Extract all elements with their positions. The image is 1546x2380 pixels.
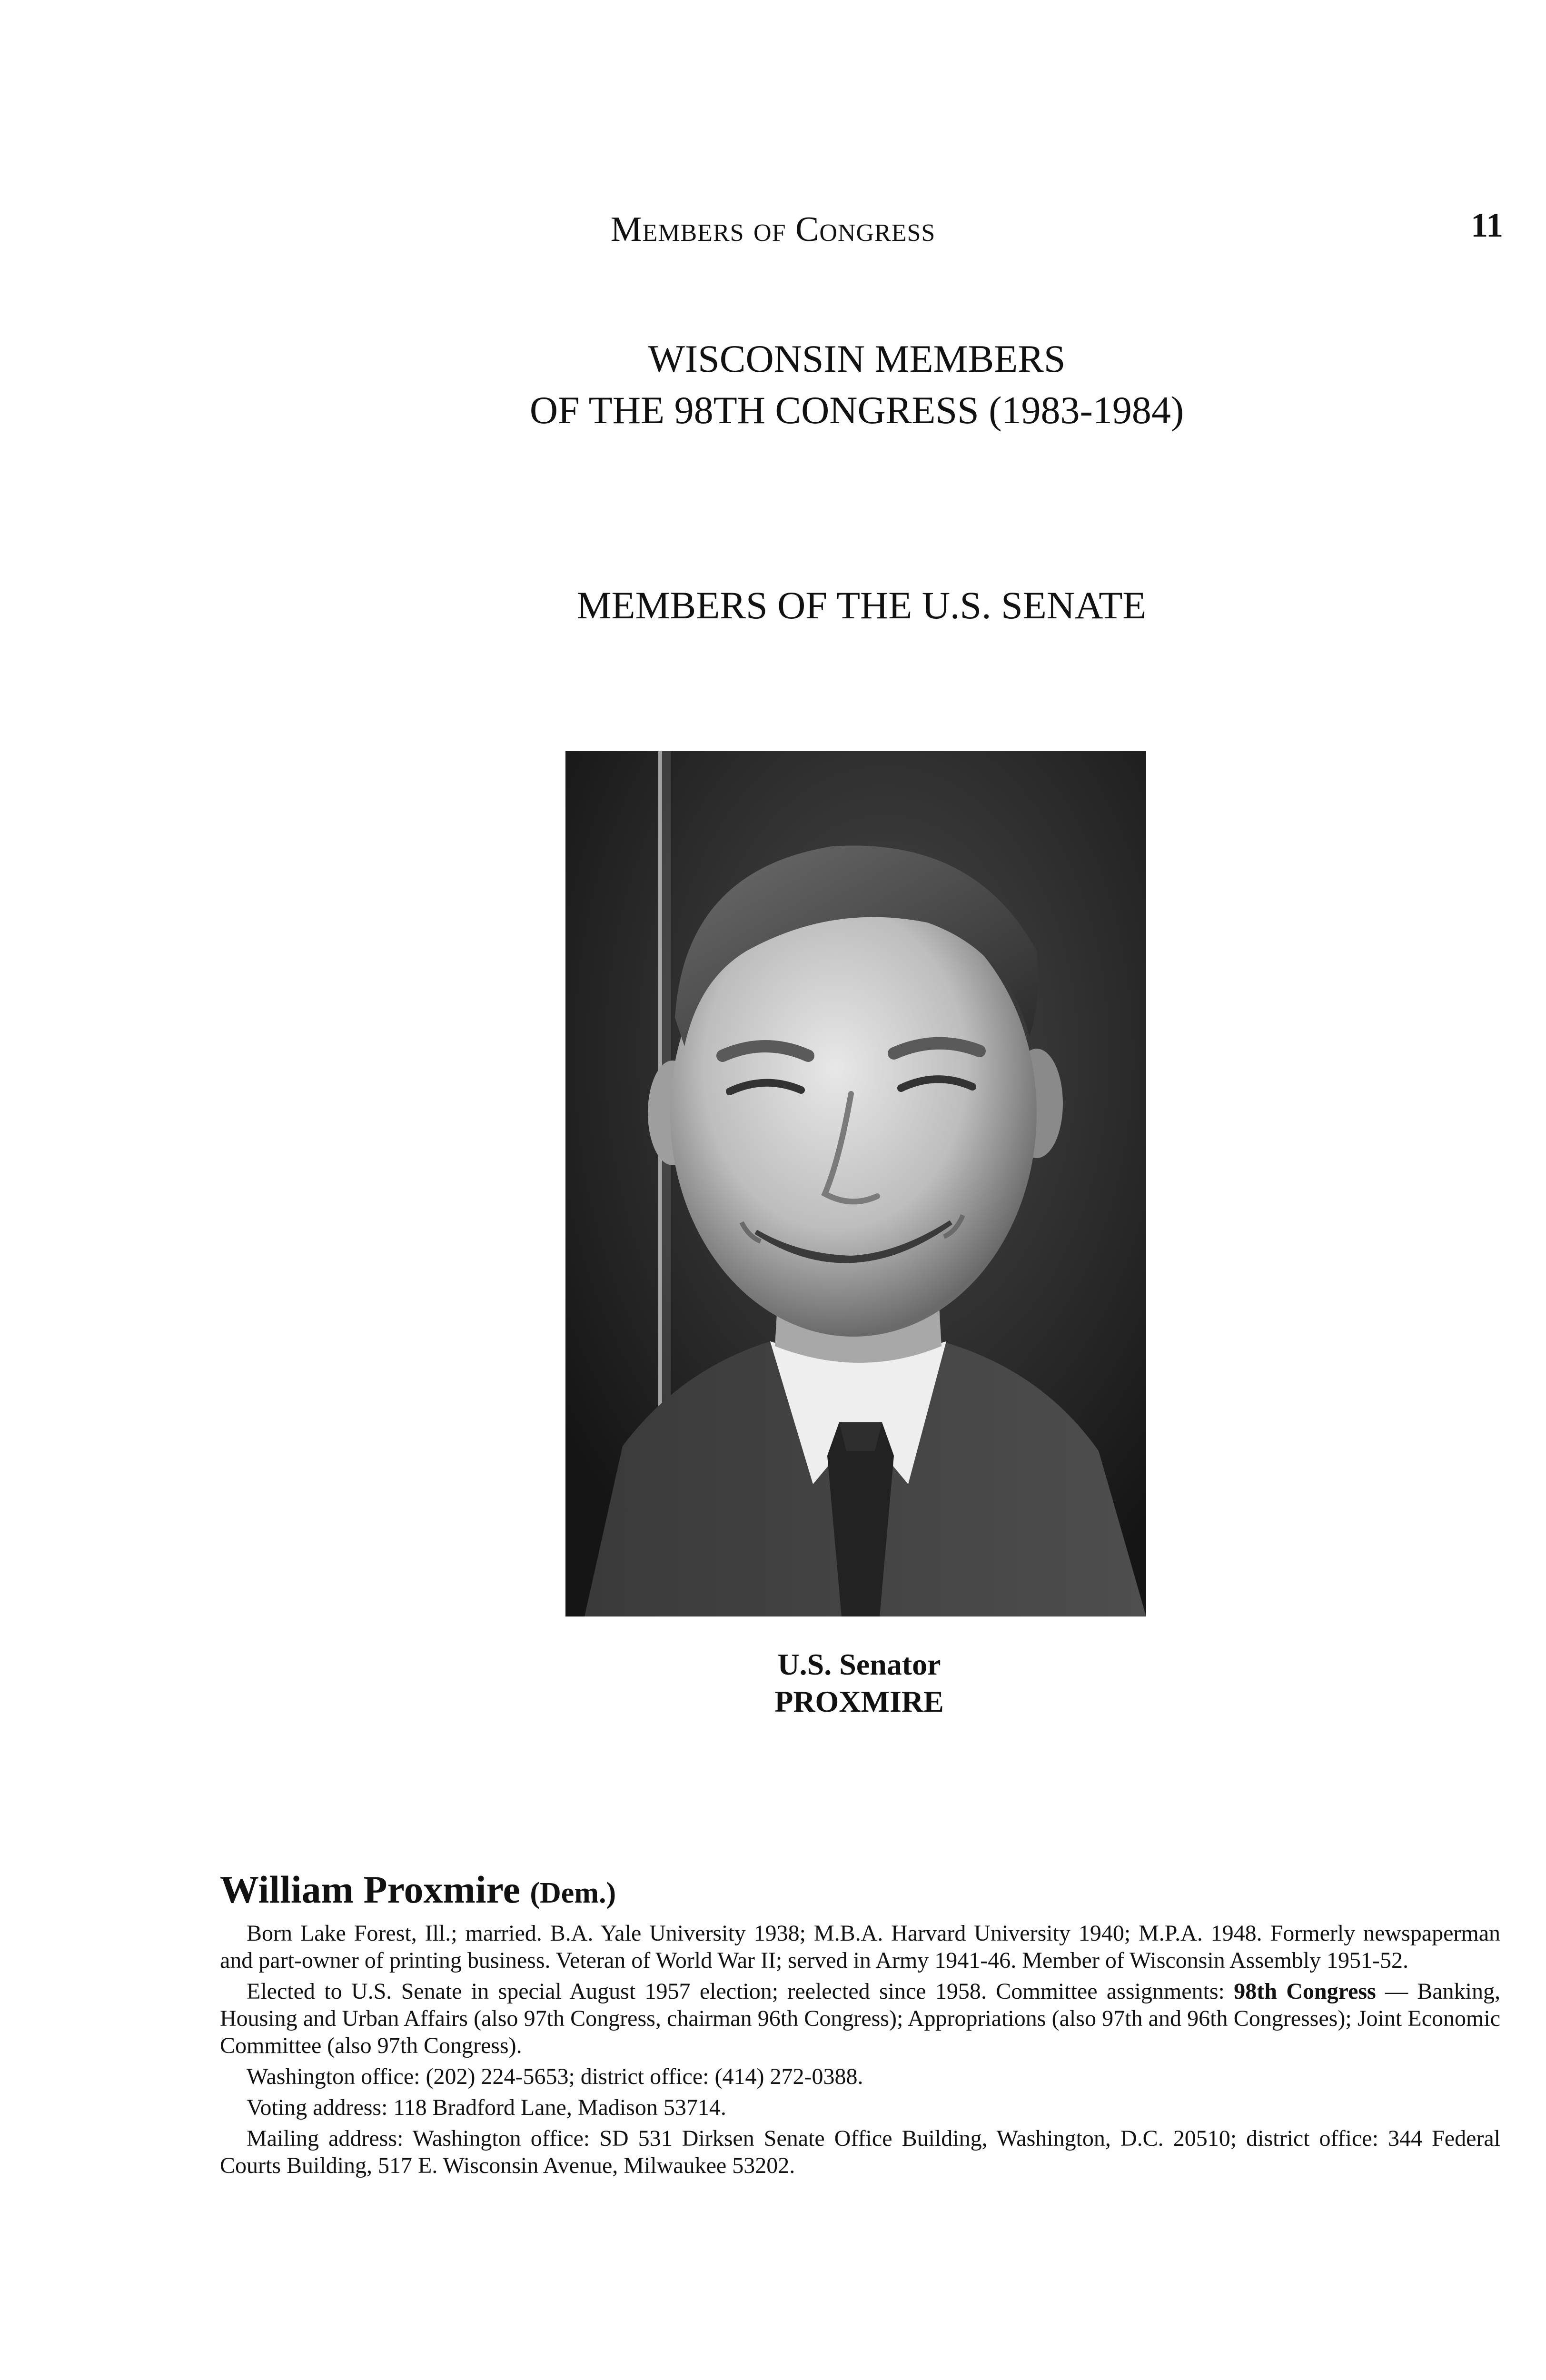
page-title (0, 333, 1546, 436)
section-title: MEMBERS OF THE U.S. SENATE (576, 584, 1147, 627)
running-title: Members of Congress (610, 210, 936, 249)
career-text-congress: 98th Congress (1234, 1979, 1376, 2004)
biography (220, 1866, 1500, 2179)
member-name: William Proxmire (220, 1868, 520, 1911)
bio-paragraph-voting-address: Voting address: 118 Bradford Lane, Madison 53714. (247, 2095, 726, 2120)
caption-name: PROXMIRE (774, 1685, 944, 1718)
caption-title: U.S. Senator (777, 1647, 941, 1681)
career-text-committees: — Banking, Housing and Urban Affairs (also 97th Congress, chairman 96th Congress); Appropriations (also 97th and 96th Congresses); Joint Economic Committee (also 97th Congress). (220, 1979, 1501, 2058)
bio-paragraph-background: Born Lake Forest, Ill.; married. B.A. Yale University 1938; M.B.A. Harvard University 1940; M.P.A. 1948. Formerly newspaperman and part-owner of printing business. Veteran of World War II; served in Army 1941-46. Member of Wisconsin Assembly 1951-52. (220, 1921, 1500, 1973)
page-number: 11 (1470, 206, 1503, 244)
page-title-line-2: OF THE 98TH CONGRESS (1983-1984) (529, 388, 1184, 432)
running-head (0, 209, 1546, 250)
portrait-illustration (565, 751, 1146, 1616)
member-party: (Dem.) (530, 1877, 616, 1909)
bio-paragraph-career (220, 1978, 1500, 2059)
bio-paragraph-mailing-address: Mailing address: Washington office: SD 531 Dirksen Senate Office Building, Washington, D.C. 20510; district office: 344 Federal Courts Building, 517 E. Wisconsin Avenue, Milwaukee 53202. (220, 2126, 1500, 2178)
career-text-lead: Elected to U.S. Senate in special August 1957 election; reelected since 1958. Committee assignments: (247, 1979, 1234, 2004)
page-title-line-1: WISCONSIN MEMBERS (648, 337, 1066, 380)
member-name-heading (220, 1866, 1500, 1917)
bio-paragraph-phone: Washington office: (202) 224-5653; district office: (414) 272-0388. (247, 2064, 863, 2089)
photo-caption (0, 1646, 1546, 1720)
portrait-photo (565, 751, 1146, 1616)
